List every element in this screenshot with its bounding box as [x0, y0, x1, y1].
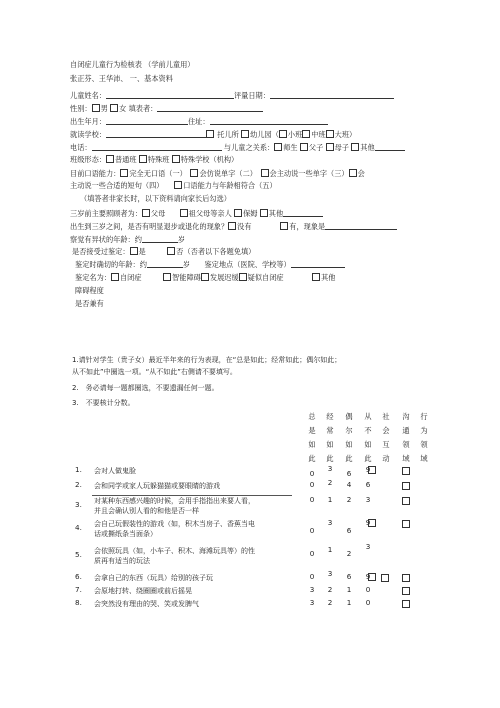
column-header-char: 如 [326, 440, 334, 449]
item-number: 6. [75, 572, 82, 581]
mother-checkbox[interactable] [326, 143, 334, 151]
regular-class-label: 普通班 [114, 155, 137, 164]
item-number: 1. [75, 465, 82, 474]
domain-checkbox[interactable] [402, 600, 410, 608]
score-option[interactable]: 1 [327, 495, 333, 504]
score-option[interactable]: 2 [327, 585, 333, 594]
assess-age-field[interactable] [147, 260, 183, 268]
column-header-char: 常 [326, 426, 334, 435]
domain-checkbox[interactable] [402, 482, 410, 490]
dob-label: 出生年月： [70, 116, 106, 126]
column-header-char: 互 [382, 440, 390, 449]
middle-class-checkbox[interactable] [302, 130, 310, 138]
score-option[interactable]: 0 [309, 469, 315, 478]
column-header-char: 此 [364, 454, 372, 463]
nonfamily-note: （填答者非家长时，以下资料请向家长后勾选） [80, 194, 231, 203]
authors-line: 张正芬、王华沛、 一、基本资料 [70, 74, 173, 83]
score-option[interactable]: 3 [327, 569, 333, 578]
no-speech-checkbox[interactable] [120, 169, 128, 177]
school-field[interactable] [106, 130, 206, 138]
other-diagnosis-checkbox[interactable] [312, 273, 320, 281]
column-header-char: 通 [402, 426, 410, 435]
school-checkbox[interactable] [206, 130, 214, 138]
instruction-3: 3. 不要核计分数。 [72, 399, 135, 407]
row-divider [92, 495, 292, 496]
assessed-yes-label: 是 [138, 247, 146, 256]
language-row [70, 169, 365, 177]
caregiver-label: 三岁前主要照顾者为： [70, 209, 142, 218]
assess-age-label: 鉴定时确切的年龄：约 [75, 259, 147, 269]
sentence-label: 主动说一些合适的短句（四） [70, 181, 160, 190]
other-relation-label: 其他 [360, 143, 375, 152]
domain-checkbox[interactable] [402, 520, 410, 528]
address-label: 住址： [187, 116, 210, 126]
score-option[interactable]: 1 [327, 545, 333, 554]
column-header-char: 此 [308, 454, 316, 463]
domain-checkbox[interactable] [402, 587, 410, 595]
column-header-char: 动 [382, 454, 390, 463]
item-number: 2. [75, 480, 82, 489]
dev-delay-label: 发展迟缓 [209, 273, 239, 282]
parents-checkbox[interactable] [142, 209, 150, 217]
assessed-no-label: 否（否者以下各题免填） [176, 247, 256, 256]
assessed-no-checkbox[interactable] [167, 247, 175, 255]
assess-age-unit: 岁 [182, 259, 191, 269]
assess-age-row [75, 260, 345, 268]
column-header-char: 是 [308, 426, 316, 435]
page-title: 自闭症儿童行为检核表 （学前儿童用） [70, 60, 195, 69]
special-school-checkbox[interactable] [172, 155, 180, 163]
male-checkbox[interactable] [92, 104, 100, 112]
relation-label: 与儿童之关系： [223, 143, 275, 152]
other-relation-field[interactable] [375, 143, 405, 151]
assess-name-label: 鉴定名为： [75, 273, 111, 282]
item-text: 话或撕纸条当面条） [94, 530, 157, 538]
regress-label: 出生到三岁之间，是否有明显退步或退化的现象？ [70, 222, 229, 231]
nanny-label: 保姆 [243, 209, 258, 218]
column-header-char: 如 [345, 440, 353, 449]
domain-checkbox[interactable] [402, 467, 410, 475]
column-header-char: 沟 [402, 412, 410, 421]
regress-no-label: 没有 [237, 222, 252, 231]
other-diagnosis-label: 其他 [321, 273, 336, 282]
school-row [70, 130, 356, 138]
dev-delay-checkbox[interactable] [201, 273, 209, 281]
item-text: 会对人做鬼脸 [94, 467, 136, 475]
score-option[interactable]: 3 [309, 598, 315, 607]
active-words-checkbox[interactable] [261, 169, 269, 177]
nanny-checkbox[interactable] [234, 209, 242, 217]
severity-label: 障碍程度 [75, 286, 104, 295]
score-marker-box [368, 466, 376, 474]
big-class-checkbox[interactable] [326, 130, 334, 138]
column-header-char: 此 [345, 454, 353, 463]
eval-date-field[interactable] [270, 91, 394, 99]
suspected-checkbox[interactable] [239, 273, 247, 281]
item-number: 7. [75, 585, 82, 594]
regress-field[interactable] [325, 222, 397, 230]
column-header-char: 从 [364, 412, 372, 421]
score-option[interactable]: 0 [309, 572, 315, 581]
assess-place-field[interactable] [291, 260, 345, 268]
score-option[interactable]: 1 [346, 585, 352, 594]
score-option[interactable]: 1 [346, 598, 352, 607]
score-option[interactable]: 3 [309, 585, 315, 594]
other-caregiver-checkbox[interactable] [260, 209, 268, 217]
parents-label: 父母 [150, 209, 166, 218]
class-form-row [70, 155, 238, 163]
female-label: 女 [119, 104, 127, 113]
grandparents-label: 祖父母等亲人 [188, 209, 232, 218]
teacher-label: 师生 [283, 143, 298, 152]
phone-label: 电话： [70, 143, 92, 152]
item-text: 对某种东西感兴趣的时候，会用手指指出来要人看， [94, 497, 255, 505]
item-text: 会拿自己的东西（玩具）给别的孩子玩 [94, 574, 213, 582]
imitate-label: 会仿说单字（二） [199, 169, 254, 178]
score-option[interactable]: 0 [309, 495, 315, 504]
instruction-1b: 从不如此”中圈选一项。“从不如此”右侧请不要填写。 [72, 368, 237, 376]
score-option[interactable]: 2 [346, 549, 352, 558]
column-header-char: 域 [402, 454, 410, 463]
no-speech-label: 完全无口语（一） [129, 169, 184, 178]
score-option[interactable]: 9 [365, 465, 371, 474]
score-option[interactable]: 0 [309, 549, 315, 558]
father-label: 父子 [308, 143, 324, 152]
big-class-label: 大班） [334, 130, 357, 139]
sentence-can-label: 会 [357, 169, 365, 178]
autism-label: 自闭症 [119, 273, 142, 282]
assessed-label: 是否接受过鉴定： [72, 247, 130, 256]
item-text: 会依照玩具（如，小车子、积木、海滩玩具等）的性 [94, 547, 255, 555]
item-text: 并且会确认别人看的和他是否一样 [94, 507, 199, 515]
item-text: 会自己玩假装性的游戏（如，积木当房子、香蕉当电 [94, 520, 255, 528]
child-name-label: 儿童姓名： [70, 90, 106, 100]
column-header-char: 总 [308, 412, 316, 421]
teacher-checkbox[interactable] [274, 143, 282, 151]
kinder-label: 幼儿园（ [250, 130, 279, 139]
nursery-label: 托儿所 [217, 130, 239, 139]
column-header-char: 领 [402, 440, 410, 449]
score-option[interactable]: 2 [327, 478, 333, 487]
suspected-label: 疑似自闭症 [247, 273, 284, 282]
item-text: 会突然没有理由的哭、笑或发脾气 [94, 600, 199, 608]
other-caregiver-field[interactable] [283, 209, 323, 217]
score-option[interactable]: 6 [346, 572, 352, 581]
phone-field[interactable] [92, 143, 222, 151]
column-header-char: 此 [326, 454, 334, 463]
sentence-checkbox[interactable] [349, 169, 357, 177]
caregiver-row [70, 209, 323, 217]
kinder-checkbox[interactable] [241, 130, 249, 138]
language-label: 目前口语能力： [70, 169, 121, 178]
assessed-row [72, 247, 255, 255]
regular-class-checkbox[interactable] [106, 155, 114, 163]
score-option[interactable]: 2 [346, 495, 352, 504]
active-words-label: 会主动说一些单字（三） [269, 169, 349, 178]
domain-checkbox[interactable] [381, 574, 389, 582]
score-option[interactable]: 4 [346, 480, 352, 489]
column-header-char: 社 [382, 412, 390, 421]
score-option[interactable]: 3 [327, 518, 333, 527]
address-field[interactable] [210, 117, 328, 125]
score-option[interactable]: 6 [346, 526, 352, 535]
dob-field[interactable] [106, 117, 188, 125]
column-header-char: 域 [420, 454, 428, 463]
filler-field[interactable] [157, 104, 263, 112]
assess-name-row [75, 273, 284, 281]
small-class-checkbox[interactable] [279, 130, 287, 138]
column-header-char: 不 [364, 426, 372, 435]
regress-yes-checkbox[interactable] [280, 222, 288, 230]
age-appropriate-checkbox[interactable] [174, 181, 182, 189]
eval-date-label: 评量日期： [233, 90, 270, 100]
column-header-char: 尔 [345, 426, 353, 435]
score-option[interactable]: 0 [365, 585, 371, 594]
dob-row [70, 117, 328, 125]
intellectual-label: 智能障碍 [172, 273, 201, 282]
gender-label: 性别： [70, 104, 92, 113]
assess-place-label: 鉴定地点（医院、学校等） [204, 259, 291, 269]
other-relation-checkbox[interactable] [351, 143, 359, 151]
gender-row [70, 104, 263, 112]
filler-label: 填表者： [128, 104, 158, 113]
item-number: 4. [75, 523, 82, 532]
item-text: 会原地打转、绕圈圈或前后摇晃 [94, 587, 192, 595]
special-school-label: 特殊学校（机构） [180, 155, 239, 164]
score-option[interactable]: 6 [365, 480, 371, 489]
score-option[interactable]: 0 [309, 526, 315, 535]
father-checkbox[interactable] [300, 143, 308, 151]
column-header-char: 领 [420, 440, 428, 449]
column-header-char: 经 [326, 412, 334, 421]
score-marker-box [368, 573, 376, 581]
assessed-yes-checkbox[interactable] [130, 247, 138, 255]
intellectual-checkbox[interactable] [163, 273, 171, 281]
abnormal-age-field[interactable] [142, 235, 178, 243]
regress-yes-label: 有，现象是 [289, 222, 326, 231]
phone-row [70, 143, 405, 151]
child-name-field[interactable] [106, 91, 234, 99]
score-option[interactable]: 0 [365, 598, 371, 607]
column-header-char: 偶 [345, 412, 353, 421]
school-label: 就读学校： [70, 130, 106, 139]
other-caregiver-label: 其他 [268, 209, 284, 218]
column-header-char: 为 [420, 426, 428, 435]
child-name-row [70, 91, 394, 99]
score-option[interactable]: 6 [346, 469, 352, 478]
instruction-1: 1.请针对学生（贵子女）最近半年来的行为表现，在“总是如此；经常如此；偶尔如此； [72, 356, 342, 364]
regress-row [70, 222, 397, 230]
age-appropriate-label: 口语能力与年龄相符合（五） [183, 181, 277, 190]
score-option[interactable]: 3 [365, 495, 371, 504]
imitate-checkbox[interactable] [190, 169, 198, 177]
male-label: 男 [100, 104, 108, 113]
score-marker-box [368, 519, 376, 527]
score-option[interactable]: 9 [365, 572, 371, 581]
other-diagnosis [312, 273, 335, 281]
abnormal-age-label: 察觉有异状的年龄：约 [70, 234, 142, 244]
grandparents-checkbox[interactable] [180, 209, 188, 217]
middle-class-label: 中班 [311, 130, 326, 139]
abnormal-age-unit: 岁 [177, 234, 186, 244]
comorbid-label: 是否兼有 [75, 299, 104, 308]
score-option[interactable]: 9 [365, 518, 371, 527]
mother-label: 母子 [334, 143, 349, 152]
domain-checkbox[interactable] [402, 574, 410, 582]
regress-no-checkbox[interactable] [228, 222, 236, 230]
item-text: 质再有适当的玩法 [94, 557, 150, 565]
column-header-char: 行 [420, 412, 428, 421]
language-row-2 [70, 181, 277, 189]
abnormal-age-row [70, 235, 185, 243]
item-number: 3. [75, 500, 82, 509]
score-option[interactable]: 0 [309, 480, 315, 489]
column-header-char: 会 [382, 426, 390, 435]
column-header-char: 如 [308, 440, 316, 449]
score-option[interactable]: 2 [327, 598, 333, 607]
score-option[interactable]: 3 [365, 542, 371, 551]
special-class-checkbox[interactable] [139, 155, 147, 163]
instruction-2: 2. 务必请每一题都圈选，不要遗漏任何一题。 [72, 384, 219, 392]
score-option[interactable]: 3 [327, 464, 333, 473]
item-number: 8. [75, 598, 82, 607]
small-class-label: 小班 [287, 130, 303, 139]
female-checkbox[interactable] [110, 104, 118, 112]
class-form-label: 班级形态： [70, 155, 106, 164]
item-number: 5. [75, 550, 82, 559]
special-class-label: 特殊班 [147, 155, 170, 164]
column-header-char: 如 [364, 440, 372, 449]
autism-checkbox[interactable] [111, 273, 119, 281]
item-text: 会和同学或家人玩躲猫猫或要眼睛的游戏 [94, 482, 220, 490]
domain-checkbox[interactable] [402, 497, 410, 505]
